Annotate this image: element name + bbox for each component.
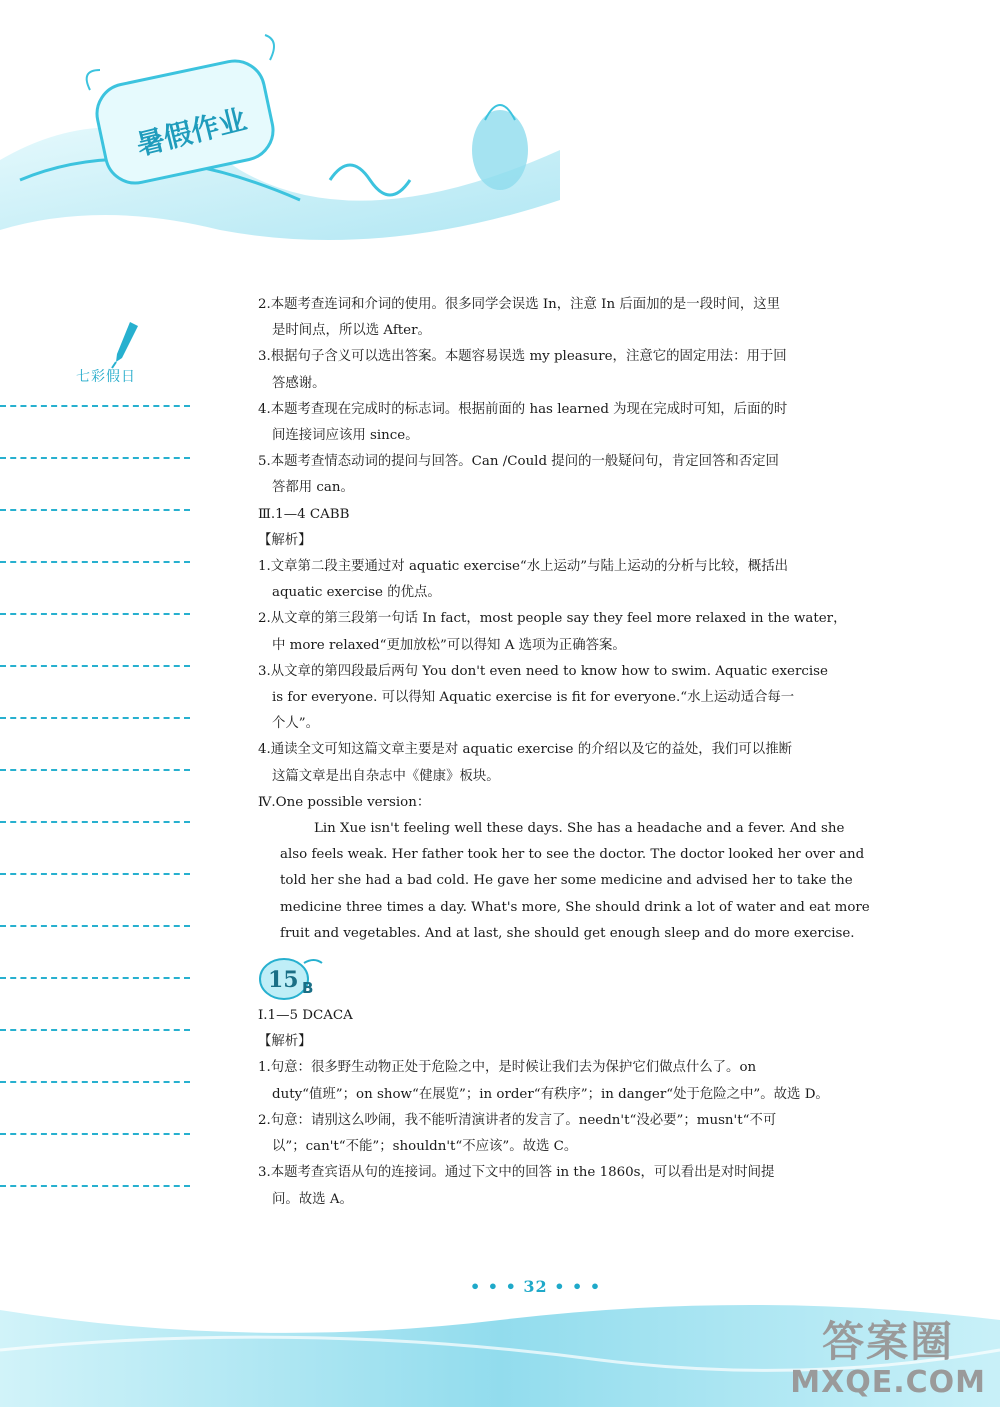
note-line <box>0 1185 190 1187</box>
brand-label: 七彩假日 <box>76 369 136 385</box>
answer-line: 答都用 can。 <box>272 480 354 496</box>
answer-line: 中 more relaxed“更加放松”可以得知 A 选项为正确答案。 <box>272 637 626 653</box>
answer-line: 问。故选 A。 <box>272 1191 353 1207</box>
note-line <box>0 821 190 823</box>
answer-line: 4.本题考查现在完成时的标志词。根据前面的 has learned 为现在完成时可知，后面的时 <box>258 401 788 417</box>
answer-line: 个人”。 <box>272 716 320 732</box>
answer-line: 是时间点，所以选 After。 <box>272 323 431 339</box>
answer-line: 2.从文章的第三段第一句话 In fact，most people say they feel more relaxed in the water， <box>258 611 847 627</box>
essay-line: told her she had a bad cold. He gave her some medicine and advised her to take the <box>280 873 853 889</box>
answer-line: is for everyone. 可以得知 Aquatic exercise is fit for everyone.“水上运动适合每一 <box>272 690 795 706</box>
watermark-logo <box>790 1318 986 1400</box>
essay-line: medicine three times a day. What's more, She should drink a lot of water and eat more <box>280 899 870 915</box>
note-line <box>0 509 190 511</box>
writing-heading: Ⅳ.One possible version： <box>258 794 431 810</box>
answer-line: 3.从文章的第四段最后两句 You don't even need to know how to swim. Aquatic exercise <box>258 663 828 679</box>
section-number: 15 <box>268 967 299 994</box>
answer-line: 4.通读全文可知这篇文章主要是对 aquatic exercise 的介绍以及它的益处，我们可以推断 <box>258 742 792 758</box>
essay-line: also feels weak. Her father took her to see the doctor. The doctor looked her over and <box>280 847 865 863</box>
answer-content <box>258 292 888 1213</box>
note-line <box>0 925 190 927</box>
answer-line: 答感谢。 <box>272 375 326 391</box>
note-line <box>0 665 190 667</box>
answer-line: aquatic exercise 的优点。 <box>272 585 441 601</box>
answer-line: 间连接词应该用 since。 <box>272 428 419 444</box>
note-line <box>0 405 190 407</box>
answer-line: 2.本题考查连词和介词的使用。很多同学会误选 In，注意 In 后面加的是一段时间，这里 <box>258 297 781 312</box>
note-line <box>0 613 190 615</box>
answer-line: 3.根据句子含义可以选出答案。本题容易误选 my pleasure，注意它的固定用法：用于回 <box>258 349 787 365</box>
analysis-heading: 【解析】 <box>258 532 312 548</box>
page-number: • • • 32 • • • <box>470 1277 602 1296</box>
note-line <box>0 1029 190 1031</box>
answer-line: 这篇文章是出自杂志中《健康》板块。 <box>272 768 500 784</box>
section-badge <box>258 953 338 1001</box>
section-answer: Ⅰ.1—5 DCACA <box>258 1008 353 1024</box>
note-line <box>0 977 190 979</box>
note-line <box>0 1081 190 1083</box>
answer-line: duty“值班”；on show“在展览”；in order“有秩序”；in danger“处于危险之中”。故选 D。 <box>272 1086 829 1102</box>
note-line <box>0 1133 190 1135</box>
answer-line: 1.句意：很多野生动物正处于危险之中，是时候让我们去为保护它们做点什么了。on <box>258 1060 757 1076</box>
section-letter: B <box>302 979 314 998</box>
note-line <box>0 873 190 875</box>
note-line <box>0 457 190 459</box>
analysis-heading: 【解析】 <box>258 1034 312 1050</box>
watermark-url: MXQE.COM <box>790 1365 986 1400</box>
note-lines <box>0 405 195 1237</box>
header-decoration <box>0 0 560 260</box>
section-answer: Ⅲ.1—4 CABB <box>258 506 350 522</box>
watermark-title: 答案圈 <box>822 1317 955 1366</box>
answer-line: 以”；can't“不能”；shouldn't“不应该”。故选 C。 <box>272 1139 578 1155</box>
note-line <box>0 561 190 563</box>
header-title: 暑假作业 <box>133 102 250 162</box>
essay-line: Lin Xue isn't feeling well these days. She has a headache and a fever. And she <box>314 821 845 837</box>
answer-line: 5.本题考查情态动词的提问与回答。Can /Could 提问的一般疑问句，肯定回答和否定回 <box>258 454 779 470</box>
answer-line: 1.文章第二段主要通过对 aquatic exercise“水上运动”与陆上运动的分析与比较，概括出 <box>258 559 789 575</box>
answer-line: 2.句意：请别这么吵闹，我不能听清演讲者的发言了。needn't“没必要”；musn't“不可 <box>258 1112 777 1128</box>
note-line <box>0 769 190 771</box>
answer-line: 3.本题考查宾语从句的连接词。通过下文中的回答 in the 1860s，可以看出是对时间提 <box>258 1165 775 1181</box>
note-line <box>0 717 190 719</box>
essay-line: fruit and vegetables. And at last, she should get enough sleep and do more exercise. <box>280 925 855 941</box>
